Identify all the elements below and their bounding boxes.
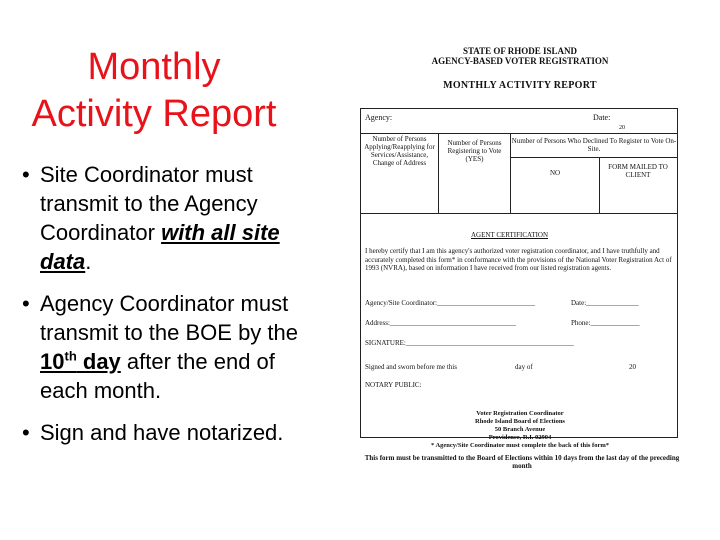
- slide-title: [14, 44, 294, 138]
- emphasis-10th-day: 10th day: [40, 348, 121, 374]
- bullet-dot: •: [22, 291, 30, 316]
- form-table: Agency: Date: 20 Number of Persons Applying/Reapplying for Services/Assistance, Change of Address Number of Persons Registering to Vote (YES) Number of Persons Who Declined To Register to Vote On-Site. NO FORM MAILED TO CLIENT AGENT CERTIFICATION I hereby certify that I am this agency's authorized voter registration coordinator, and I have truthfully and accurately completed this form* in conformance with the provisions of the National Voter Registration Act of 1993 (NVRA), based on information I have received from our listed registration agents. Agency/Site Coordinator:____________________________ Date:_______________ Address:____________________________________ Phone:______________ SIGNATURE:________________________________________________ Signed and sworn before me this day of 20 NOTARY PUBLIC:: [360, 108, 678, 438]
- form-header: STATE OF RHODE ISLAND AGENCY-BASED VOTER REGISTRATION: [431, 46, 609, 66]
- col-applying: Number of Persons Applying/Reapplying for Services/Assistance, Change of Address: [361, 133, 439, 213]
- col-declined: Number of Persons Who Declined To Register to Vote On-Site. NO FORM MAILED TO CLIENT: [511, 133, 677, 213]
- emphasis-site-data: with all site data: [40, 220, 280, 274]
- bullet-dot: •: [22, 420, 30, 445]
- bullet-dot: •: [22, 162, 30, 187]
- report-form-image: STATE OF RHODE ISLAND AGENCY-BASED VOTER REGISTRATION MONTHLY ACTIVITY REPORT Agency: Date: 20 Number of Persons Applying/Reapplying for Services/Assistance, Change of Address Number of Persons Registering to Vote (YES) Number of Persons Who Declined To Register to Vote On-Site. NO FORM MAILED TO CLIENT AGENT CERTIFICATION I hereby certify that I am this agency's authorized voter registration coordinator, and I have truthfully and accurately completed this form* in conformance with the provisions of the National Voter Registration Act of 1993 (NVRA), based on information I have received from our listed registration agents. Agency/Site Coordinator:____________________________ Date:_______________ Address:____________________________________ Phone:______________ SIGNATURE:________________________________________________ Signed and sworn before me this day of 20 NOTARY PUBLIC: * Agency/Site Coordinator must complete the back of this form*: [360, 46, 680, 476]
- title-line-1: Monthly: [87, 46, 221, 88]
- form-title: MONTHLY ACTIVITY REPORT: [443, 80, 597, 91]
- transmit-note: This form must be transmitted to the Board of Elections within 10 days from the last day of the preceding month: [364, 454, 680, 470]
- bullet-site-coordinator: • Site Coordinator must transmit to the Agency Coordinator with all site data.: [22, 162, 280, 274]
- form-address-block: Voter Registration Coordinator Rhode Island Board of Elections 50 Branch Avenue Providence, R.I. 02904 This form must be transmitted to the Board of Elections within 10 days from the last day of the preceding month: [364, 410, 680, 470]
- bullet-list: [22, 160, 322, 460]
- bullet-sign-notarize: • Sign and have notarized.: [22, 420, 284, 445]
- bullet-agency-coordinator: • Agency Coordinator must transmit to the BOE by the 10th day after the end of each month.: [22, 291, 299, 403]
- title-line-2: Activity Report: [31, 93, 277, 135]
- col-registering: Number of Persons Registering to Vote (YES): [439, 133, 511, 213]
- agency-row: Agency: Date: 20: [361, 109, 677, 134]
